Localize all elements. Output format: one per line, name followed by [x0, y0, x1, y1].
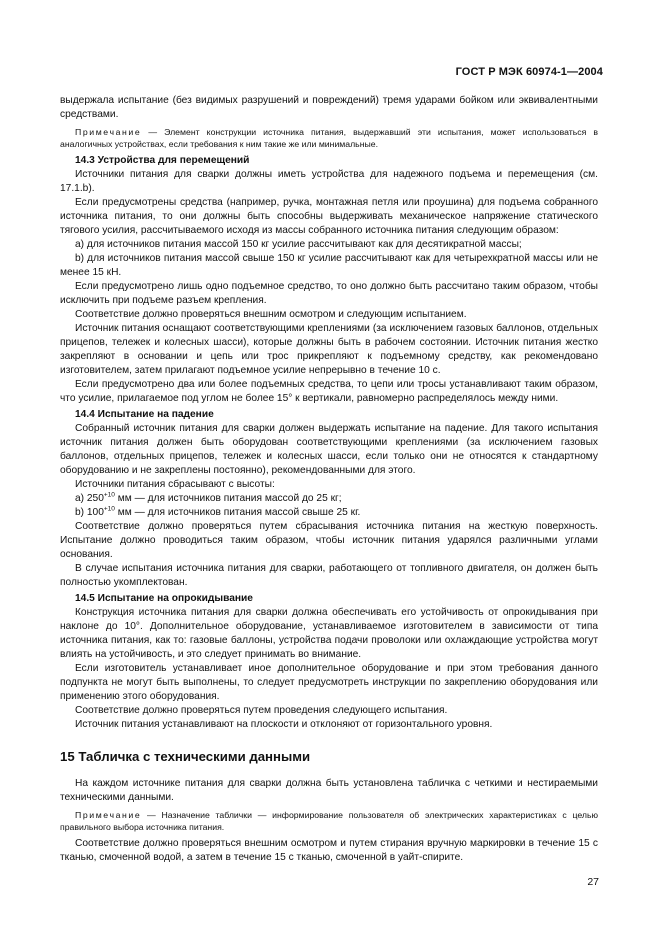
paragraph: Источник питания оснащают соответствующими креплениями (за исключением газовых баллонов, отдельных прицепов, тележек и колесных шасси), которые должны быть в рабочем состоянии. Источник питания жестко закрепляют в основании и цепь или трос прикрепляют к подъемному средству, как рекомендовано изготовителем, затем прилагают подъемное усилие непрерывно в течение 10 с. — [60, 323, 598, 376]
paragraph: Если предусмотрены средства (например, ручка, монтажная петля или проушина) для подъема собранного источника питания, то они должны быть способны выдерживать механическое напряжение статического тягового усилия, рассчитываемого исходя из массы собранного источника питания следующим образом: — [60, 197, 598, 236]
page-body — [60, 94, 598, 865]
tolerance-superscript: +10 — [103, 491, 115, 499]
list-item-pre: a) 250 — [75, 493, 104, 504]
note-2-label: Примечание — [75, 810, 142, 820]
list-item-post: мм — для источников питания массой до 25 кг; — [114, 493, 342, 504]
paragraph-intro: выдержала испытание (без видимых разрушений и повреждений) тремя ударами бойком или эквивалентными средствами. — [60, 95, 598, 120]
paragraph: Источники питания для сварки должны иметь устройства для надежного подъема и перемещения (см. 17.1.b). — [60, 169, 598, 194]
note-2 — [60, 810, 598, 833]
paragraph: Если предусмотрено два или более подъемных средства, то цепи или тросы устанавливают таким образом, что усилие, прилагаемое под углом не более 15° к вертикали, равномерно распределялось между ними. — [60, 379, 598, 404]
doc-header: ГОСТ Р МЭК 60974-1—2004 — [455, 66, 603, 78]
section-14-5-title: 14.5 Испытание на опрокидывание — [75, 593, 253, 604]
paragraph: Конструкция источника питания для сварки должна обеспечивать его устойчивость от опрокидывания при наклоне до 10°. Дополнительное оборудование, устанавливаемое изготовителем в зависимости от типа источника питания, как то: газовые баллоны, устройства подачи проволоки или охлаждающие устройства могут влиять на устойчивость, и это следует принимать во внимание. — [60, 607, 598, 660]
paragraph: Собранный источник питания для сварки должен выдержать испытание на падение. Для такого испытания источник питания должен быть оборудован соответствующими креплениями (за исключением газовых баллонов, отдельных прицепов, тележек и колесных шасси, если только они не относятся к стандартному оборудованию и не закреплены постоянно), рекомендованными для этого. — [60, 423, 598, 476]
list-item: b) для источников питания массой свыше 150 кг усилие рассчитывают как для четырехкратной массы или не менее 15 кН. — [60, 253, 598, 278]
list-item-pre: b) 100 — [75, 507, 104, 518]
paragraph: Источник питания устанавливают на плоскости и отклоняют от горизонтального уровня. — [75, 719, 493, 730]
tolerance-superscript: +10 — [103, 505, 115, 513]
paragraph: На каждом источнике питания для сварки должна быть установлена табличка с четкими и нестираемыми техническими данными. — [60, 778, 598, 803]
section-15-title: 15 Табличка с техническими данными — [60, 749, 311, 764]
note-1-label: Примечание — [75, 127, 142, 137]
paragraph: Соответствие должно проверяться путем сбрасывания источника питания на жесткую поверхность. Испытание должно проводиться таким образом, чтобы источник питания ударялся различными углами основания. — [60, 521, 598, 560]
paragraph: Если изготовитель устанавливает иное дополнительное оборудование и при этом требования данного подпункта не могут быть выполнены, то следует предусмотреть инструкции по закреплению оборудования или применению этого оборудования. — [60, 663, 598, 702]
paragraph: Источники питания сбрасывают с высоты: — [75, 479, 275, 490]
note-1 — [60, 127, 598, 150]
paragraph: В случае испытания источника питания для сварки, работающего от топливного двигателя, он должен быть полностью укомплектован. — [60, 563, 598, 588]
page-number: 27 — [587, 876, 599, 888]
note-2-text: — Назначение таблички — информирование пользователя об электрических характеристиках с целью правильного выбора источника питания. — [60, 810, 598, 832]
note-1-text: — Элемент конструкции источника питания, выдержавший эти испытания, может использоваться в аналогичных устройствах, если требования к ним такие же или минимальные. — [60, 127, 598, 149]
list-item-post: мм — для источников питания массой свыше 25 кг. — [114, 507, 361, 518]
section-14-3-title: 14.3 Устройства для перемещений — [75, 155, 250, 166]
list-item — [60, 492, 598, 506]
list-item: a) для источников питания массой 150 кг усилие рассчитывают как для десятикратной массы; — [75, 239, 522, 250]
list-item — [60, 506, 598, 520]
paragraph: Соответствие должно проверяться путем проведения следующего испытания. — [75, 705, 448, 716]
paragraph: Соответствие должно проверяться внешним осмотром и путем стирания вручную маркировки в течение 15 с тканью, смоченной водой, а затем в течение 15 с тканью, смоченной в уайт-спирите. — [60, 838, 598, 863]
paragraph: Если предусмотрено лишь одно подъемное средство, то оно должно быть рассчитано таким образом, чтобы исключить при подъеме разъем крепления. — [60, 281, 598, 306]
section-14-4-title: 14.4 Испытание на падение — [75, 409, 214, 420]
paragraph: Соответствие должно проверяться внешним осмотром и следующим испытанием. — [75, 309, 467, 320]
